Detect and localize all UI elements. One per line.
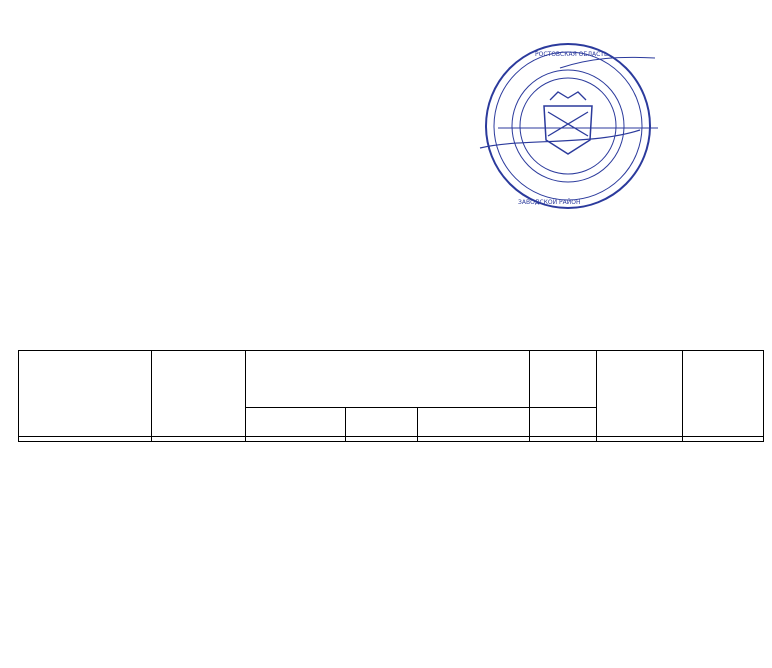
total-proteins [246, 437, 346, 442]
total-fats [346, 437, 418, 442]
header-name [19, 351, 152, 437]
total-recipe-empty [597, 437, 683, 442]
header-carbs [418, 408, 530, 437]
table-header-row [19, 351, 764, 408]
header-nutrients [246, 351, 530, 408]
header-energy-empty [530, 408, 597, 437]
header-recipe [597, 351, 683, 437]
menu-table [18, 350, 764, 442]
approval-stamp-block [440, 28, 760, 218]
school-seal [440, 28, 760, 218]
total-energy [530, 437, 597, 442]
svg-text:ЗАВОДСКОЙ РАЙОН: ЗАВОДСКОЙ РАЙОН [518, 199, 581, 206]
header-energy [530, 351, 597, 408]
svg-text:РОСТОВСКАЯ ОБЛАСТЬ: РОСТОВСКАЯ ОБЛАСТЬ [535, 51, 609, 58]
header-price [683, 351, 764, 437]
total-carbs [418, 437, 530, 442]
total-label [152, 437, 246, 442]
header-proteins [246, 408, 346, 437]
header-weight [152, 351, 246, 437]
header-fats [346, 408, 418, 437]
total-empty [19, 437, 152, 442]
total-row [19, 437, 764, 442]
total-price [683, 437, 764, 442]
